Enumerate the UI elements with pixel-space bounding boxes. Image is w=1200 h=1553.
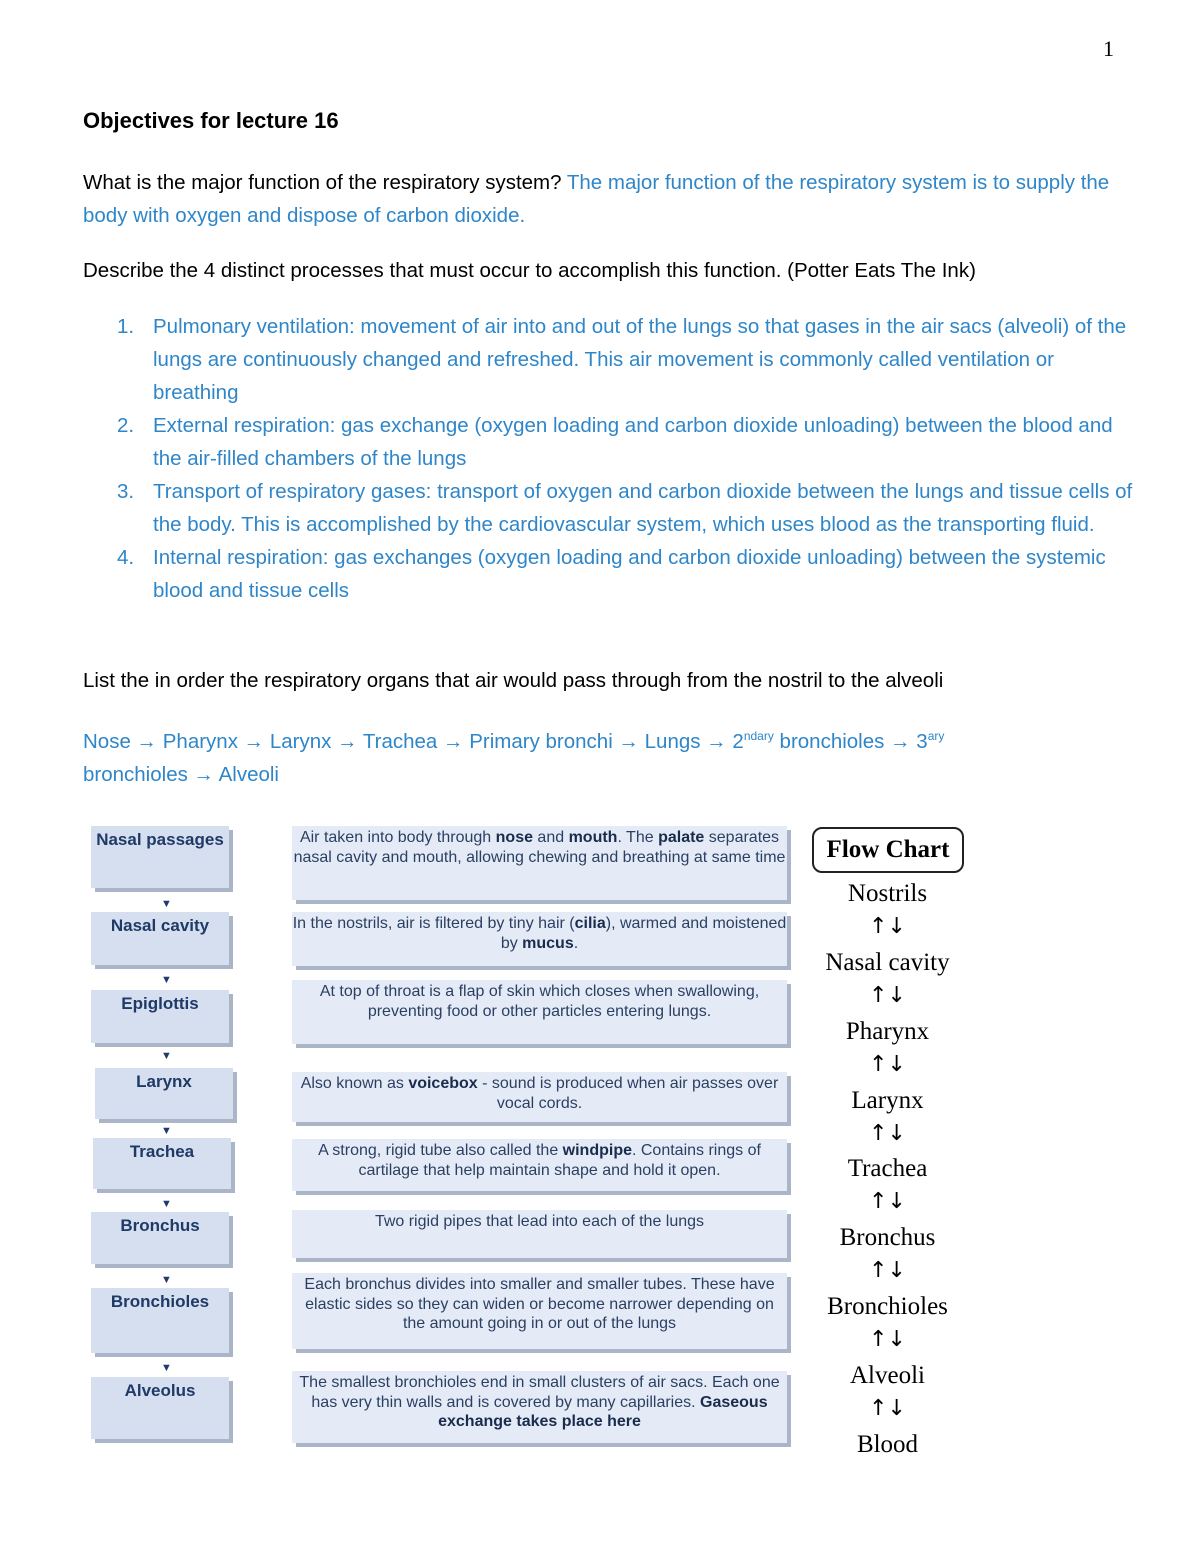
arrow-down-icon: ▼	[161, 1198, 172, 1210]
diagram-label-bronchus: Bronchus	[91, 1212, 229, 1264]
list-item-text: Transport of respiratory gases: transport of oxygen and carbon dioxide between the lungs and tissue cells of the body. This is accomplished by the cardiovascular system, which uses blood as the transporting fluid.	[153, 480, 1133, 536]
diagram-description-nasal-passages: Air taken into body through nose and mouth. The palate separates nasal cavity and mouth, allowing chewing and breathing at same time	[292, 826, 787, 900]
path-part-2: bronchioles → 3	[773, 729, 928, 753]
page-number: 1	[1103, 36, 1114, 61]
diagram-description-bronchus: Two rigid pipes that lead into each of the lungs	[292, 1210, 787, 1258]
flow-chart-item-bronchus: Bronchus	[839, 1224, 936, 1251]
list-item	[117, 541, 1133, 607]
question-1	[83, 166, 1123, 232]
diagram-description-larynx: Also known as voicebox - sound is produced when air passes over vocal cords.	[292, 1072, 787, 1122]
up-down-arrow-icon: ↑↓	[869, 1052, 906, 1077]
up-down-arrow-icon: ↑↓	[869, 914, 906, 939]
arrow-down-icon: ▼	[161, 1125, 172, 1137]
diagram-description-alveolus: The smallest bronchioles end in small clusters of air sacs. Each one has very thin walls and is covered by many capillaries. Gaseous exchange takes place here	[292, 1371, 787, 1443]
list-number: 1.	[117, 315, 135, 338]
up-down-arrow-icon: ↑↓	[869, 1121, 906, 1146]
arrow-down-icon: ▼	[161, 898, 172, 910]
diagram-description-nasal-cavity: In the nostrils, air is filtered by tiny hair (cilia), warmed and moistened by mucus.	[292, 912, 787, 966]
up-down-arrow-icon: ↑↓	[869, 1189, 906, 1214]
page-title: Objectives for lecture 16	[83, 108, 339, 133]
path-sup-1: ndary	[743, 729, 774, 743]
list-number: 3.	[117, 480, 135, 503]
flow-chart-title: Flow Chart	[812, 827, 964, 873]
question-3: List the in order the respiratory organs that air would pass through from the nostril to the alveoli	[83, 669, 944, 692]
answer-1-text: The major function of the respiratory system is to supply the body with oxygen and dispose of carbon dioxide.	[83, 171, 1110, 227]
diagram-label-trachea: Trachea	[93, 1138, 231, 1189]
diagram-label-epiglottis: Epiglottis	[91, 990, 229, 1043]
diagram-label-nasal-cavity: Nasal cavity	[91, 912, 229, 965]
flow-chart-item-nasal-cavity: Nasal cavity	[825, 949, 950, 976]
flow-chart-item-alveoli: Alveoli	[850, 1362, 925, 1389]
path-part-3: bronchioles → Alveoli	[83, 762, 279, 786]
up-down-arrow-icon: ↑↓	[869, 1327, 906, 1352]
diagram-label-nasal-passages: Nasal passages	[91, 826, 229, 888]
airway-path	[83, 720, 1143, 791]
up-down-arrow-icon: ↑↓	[869, 1396, 906, 1421]
list-item-text: Internal respiration: gas exchanges (oxygen loading and carbon dioxide unloading) between the systemic blood and tissue cells	[153, 546, 1106, 602]
diagram-description-bronchioles: Each bronchus divides into smaller and smaller tubes. These have elastic sides so they can widen or become narrower depending on the amount going in or out of the lungs	[292, 1273, 787, 1349]
up-down-arrow-icon: ↑↓	[869, 983, 906, 1008]
path-sup-2: ary	[927, 729, 945, 743]
question-2: Describe the 4 distinct processes that must occur to accomplish this function. (Potter Eats The Ink)	[83, 259, 976, 282]
process-list	[117, 310, 1133, 607]
arrow-down-icon: ▼	[161, 974, 172, 986]
diagram-description-epiglottis: At top of throat is a flap of skin which closes when swallowing, preventing food or other particles entering lungs.	[292, 980, 787, 1044]
flow-chart-item-nostrils: Nostrils	[847, 880, 928, 907]
diagram-label-alveolus: Alveolus	[91, 1377, 229, 1439]
list-item-text: Pulmonary ventilation: movement of air into and out of the lungs so that gases in the air sacs (alveoli) of the lungs are continuously changed and refreshed. This air movement is commonly called ventilation or breathing	[153, 315, 1127, 404]
list-number: 2.	[117, 414, 135, 437]
flow-chart-item-larynx: Larynx	[851, 1087, 924, 1114]
list-item	[117, 475, 1133, 541]
path-part-1: Nose → Pharynx → Larynx → Trachea → Primary bronchi → Lungs → 2	[83, 729, 744, 753]
list-item	[117, 310, 1133, 409]
flow-chart-item-pharynx: Pharynx	[845, 1018, 930, 1045]
list-item	[117, 409, 1133, 475]
arrow-down-icon: ▼	[161, 1274, 172, 1286]
question-1-text: What is the major function of the respiratory system?	[83, 171, 562, 194]
diagram-label-bronchioles: Bronchioles	[91, 1288, 229, 1353]
arrow-down-icon: ▼	[161, 1362, 172, 1374]
flow-chart-item-bronchioles: Bronchioles	[827, 1293, 948, 1320]
flow-chart-item-trachea: Trachea	[847, 1155, 928, 1182]
flow-chart-item-blood: Blood	[856, 1431, 919, 1458]
diagram-label-larynx: Larynx	[95, 1068, 233, 1119]
list-number: 4.	[117, 546, 135, 569]
up-down-arrow-icon: ↑↓	[869, 1258, 906, 1283]
diagram-description-trachea: A strong, rigid tube also called the windpipe. Contains rings of cartilage that help maintain shape and hold it open.	[292, 1139, 787, 1191]
arrow-down-icon: ▼	[161, 1050, 172, 1062]
list-item-text: External respiration: gas exchange (oxygen loading and carbon dioxide unloading) between the blood and the air-filled chambers of the lungs	[153, 414, 1113, 470]
